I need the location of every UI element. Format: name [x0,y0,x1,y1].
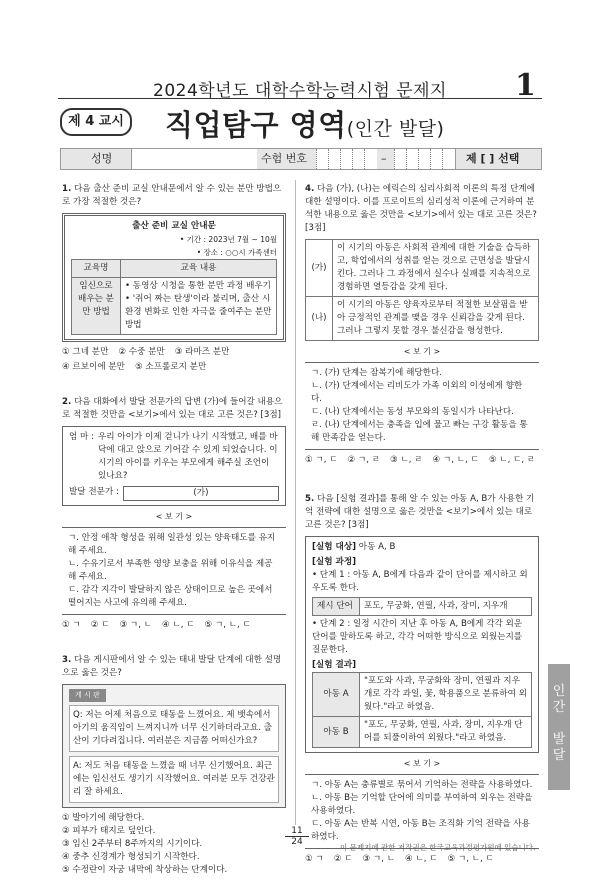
option[interactable]: ① 발아기에 해당한다. [62,813,145,823]
child-result: "포도, 무궁화, 연필, 사과, 장미, 지우개 단어를 되풀이하여 외웠다."라고 하였음. [360,717,532,748]
copyright-note: 이 문제지에 관한 저작권은 한국교육과정평가원에 있습니다. [340,843,536,852]
option[interactable]: ③ 라마즈 분만 [174,347,230,357]
notice-box [62,213,286,342]
experiment-box [305,536,539,753]
results-table [312,672,532,748]
exam-number-digit[interactable] [442,149,456,169]
section-label: [실험 대상] [312,542,357,552]
right-column [305,183,539,874]
exam-number-label: 수험 번호 [261,152,308,165]
option[interactable]: ② 피부가 태지로 덮인다. [62,826,156,836]
program-content [121,278,277,335]
option[interactable]: ① ㄱ [305,854,324,864]
option[interactable]: ⑤ 소프롤로지 분만 [134,362,207,372]
option[interactable]: ④ ㄱ, ㄴ, ㄷ [432,455,479,465]
words-list: 포도, 무궁화, 연필, 사과, 장미, 지우개 [360,598,532,616]
option[interactable]: ① 그네 분만 [62,347,109,357]
option[interactable]: ③ ㄴ, ㄹ [390,455,423,465]
speaker-label: 엄 마 : [69,432,94,442]
stage-table [305,239,539,341]
option[interactable]: ③ ㄱ, ㄴ [119,620,153,630]
dialogue-box [62,426,286,506]
bogi-item: ㄱ. 아동 A는 충류별로 묶어서 기억하는 전략을 사용하였다. [311,780,533,790]
child-result: "포도와 사과, 무궁화와 장미, 연필과 지우개로 각각 과일, 꽃, 학용품으로 분류하여 외웠다."라고 하였음. [360,673,532,717]
answer-options [305,853,539,866]
period-badge: 제 4 교시 [60,108,132,136]
bogi-item: ㄴ. 아동 B는 기억할 단어에 의미를 부여하여 외우는 전략을 사용하였다. [311,793,533,816]
board-label: 게 시 판 [69,689,106,702]
section-label: [실험 과정] [312,557,357,567]
question-stem: 다음 게시판에서 알 수 있는 태내 발달 단계에 대한 설명으로 옳은 것은? [62,655,282,678]
question-stem: 다음 [실험 결과]를 통해 알 수 있는 아동 A, B가 사용한 기억 전략에 대한 설명으로 옳은 것만을 <보기>에서 있는 대로 고른 것은? [3점] [305,494,535,530]
bogi-box [305,362,539,450]
left-column [62,183,286,885]
option[interactable]: ④ ㄴ, ㄷ [162,620,195,630]
option[interactable]: ① ㄱ [62,620,81,630]
stage-text: 이 시기의 아동은 양육자로부터 적절한 보살핌을 받아 긍정적인 관계를 맺을 경우 신뢰감을 갖게 된다. 그러나 그렇지 못할 경우 불신감을 형성한다. [333,297,539,341]
total-pages: 24 [291,837,303,847]
name-field[interactable] [131,149,257,169]
answer-options [62,346,286,374]
question-2 [62,396,286,632]
option[interactable]: ④ 중추 신경계가 형성되기 시작한다. [62,852,200,862]
option[interactable]: ⑤ ㄱ, ㄴ, ㄷ [447,854,494,864]
exam-number-dash: – [381,152,387,165]
table-header: 교육명 [72,260,121,278]
experiment-target: 아동 A, B [358,542,396,552]
board-answer: A: 저도 처음 태동을 느꼈을 때 너무 신기했어요. 최근에는 임신선도 생기기 시작했어요. 여러분 모두 건강관리 잘 하세요. [69,756,279,803]
subject-name: 직업탐구 영역 [165,108,347,142]
speaker-label: 발달 전문가 : [69,487,119,497]
header-rule [58,98,542,99]
bogi-item: ㄴ. (가) 단계에서는 리비도가 가족 이외의 이성에게 향한다. [311,381,523,404]
stage-label: (나) [306,297,333,341]
question-4 [305,183,539,467]
answer-options [305,454,539,467]
name-label: 성명 [91,152,113,165]
answer-options [62,812,286,877]
bogi-box [305,774,539,849]
procedure-step: • 단계 1 : 아동 A, B에게 다음과 같이 단어를 제시하고 외우도록 한다. [312,570,528,593]
bogi-item: ㄹ. (나) 단계에서는 충족을 입에 물고 빠는 구강 활동을 통해 만족감을 얻는다. [311,420,528,443]
question-number: 3. [62,655,72,665]
select-label[interactable]: 제 [ ] 선택 [466,152,520,165]
notice-place: • 장소 : ○○시 가족센터 [196,248,277,257]
content-line: • 동영상 시청을 통한 분만 과정 배우기 [125,281,271,291]
stage-text: 이 시기의 아동은 사회적 관계에 대한 기술을 습득하고, 학업에서의 성취를 얻는 것으로 근면성을 발달시킨다. 그러나 그 과정에서 실수나 실패를 지속적으로 경험하면 열등감을 갖게 된다. [333,240,539,297]
stage-label: (가) [306,240,333,297]
exam-number-digit[interactable] [364,149,377,169]
program-name: 임신으로 배우는 분만 방법 [72,278,121,335]
notice-table [71,259,277,335]
table-header: 교육 내용 [121,260,277,278]
procedure-step: • 단계 2 : 일정 시간이 지난 후 아동 A, B에게 각각 외운 단어를 말하도록 하고, 각각 어떠한 방식으로 외웠는지를 질문한다. [312,619,523,655]
bogi-item: ㄴ. 수유기로서 부족한 영양 보충을 위해 이유식을 제공해 주세요. [68,559,273,582]
option[interactable]: ① ㄱ, ㄷ [305,455,338,465]
question-number: 5. [305,494,315,504]
notice-date: • 기간 : 2023년 7월 ~ 10월 [179,235,277,244]
question-number: 1. [62,184,72,194]
speaker-text: 우리 아이가 이제 걷니가 나기 시작했고, 배를 바닥에 대고 앉으로 기어갈 수 있게 되었습니다. 이 시기의 아이를 키우는 부모에게 해주실 조언이 있나요? [97,432,278,481]
notice-title: 출산 준비 교실 안내문 [132,221,216,231]
bogi-item: ㄱ. 안정 애착 형성을 위해 일관성 있는 양육태도를 유지해 주세요. [68,533,276,556]
bogi-title: < 보 기 > [403,347,441,356]
blank-box: (가) [123,486,279,501]
question-1 [62,183,286,374]
subject-side-tab: 인 간 발 달 [548,664,570,790]
option[interactable]: ③ 임신 2주부터 8주까지의 시기이다. [62,839,203,849]
option[interactable]: ④ ㄴ, ㄷ [405,854,438,864]
option[interactable]: ② ㄱ, ㄹ [347,455,381,465]
option[interactable]: ② 수중 분만 [118,347,165,357]
bogi-item: ㄷ. 아동 A는 반복 시연, 아동 B는 조직화 기억 전략을 사용하였다. [311,819,530,842]
child-label: 아동 A [313,673,360,717]
section-label: [실험 결과] [312,660,357,670]
candidate-info-row [60,148,542,170]
bogi-item: ㄱ. (가) 단계는 잠복기에 해당한다. [311,368,443,378]
page-counter [285,826,309,847]
option[interactable]: ⑤ 수정란이 자궁 내막에 착상하는 단계이다. [62,865,228,875]
option[interactable]: ⑤ ㄴ, ㄷ, ㄹ [488,455,536,465]
option[interactable]: ④ 르보이에 분만 [62,362,125,372]
bogi-title: < 보 기 > [155,512,193,521]
current-page: 11 [285,826,309,837]
bogi-item: ㄷ. (나) 단계에서는 동성 부모와의 동일시가 나타난다. [311,407,514,417]
bogi-title: < 보 기 > [403,759,441,768]
question-stem: 다음 출산 준비 교실 안내문에서 알 수 있는 분만 방법으로 가장 적절한 것은? [62,184,282,207]
child-label: 아동 B [313,717,360,748]
option[interactable]: ② ㄷ [333,854,353,864]
content-line: • '쥐어 짜는 탄생'이라 불리며, 출산 시 환경 변화로 인한 자극을 줄여주는 분만 방법 [125,294,272,330]
board-question: Q: 저는 어제 처음으로 태동을 느꼈어요. 제 뱃속에서 아기의 움직임이 느껴지니까 너무 신기하더라고요. 출산이 기다려집니다. 여러분은 지금쯤 어떠신가요? [69,705,279,752]
question-number: 4. [305,184,315,194]
question-3 [62,654,286,877]
question-stem: 다음 대화에서 발달 전문가의 답변 (가)에 들어갈 내용으로 적절한 것만을 <보기>에서 있는 대로 고른 것은? [3점] [62,397,283,420]
answer-options [62,619,286,632]
words-label: 제시 단어 [313,598,360,616]
board-box [62,684,286,808]
subject-title [165,103,444,144]
question-number: 2. [62,397,72,407]
column-divider [295,180,296,825]
option[interactable]: ③ ㄱ, ㄴ [362,854,396,864]
question-stem: 다음 (가), (나)는 에릭슨의 심리사회적 이론의 특정 단계에 대한 설명이다. 이를 프로이트의 심리성적 이론에 근거하여 분석한 내용으로 옳은 것만을 <보기>에서 있는 대로 고른 것은? [3점] [305,184,537,233]
words-table [312,597,532,616]
exam-title: 2024학년도 대학수학능력시험 문제지 [153,81,447,101]
bogi-box [62,527,286,615]
question-5 [305,493,539,866]
page-number: 1 [515,68,536,103]
option[interactable]: ② ㄷ [90,620,110,630]
subject-subtitle: (인간 발달) [346,118,445,140]
option[interactable]: ⑤ ㄱ, ㄴ, ㄷ [204,620,251,630]
bogi-item: ㄷ. 감각 지각이 발달하지 않은 상태이므로 높은 곳에서 떨어지는 사고에 유의해 주세요. [68,585,273,608]
